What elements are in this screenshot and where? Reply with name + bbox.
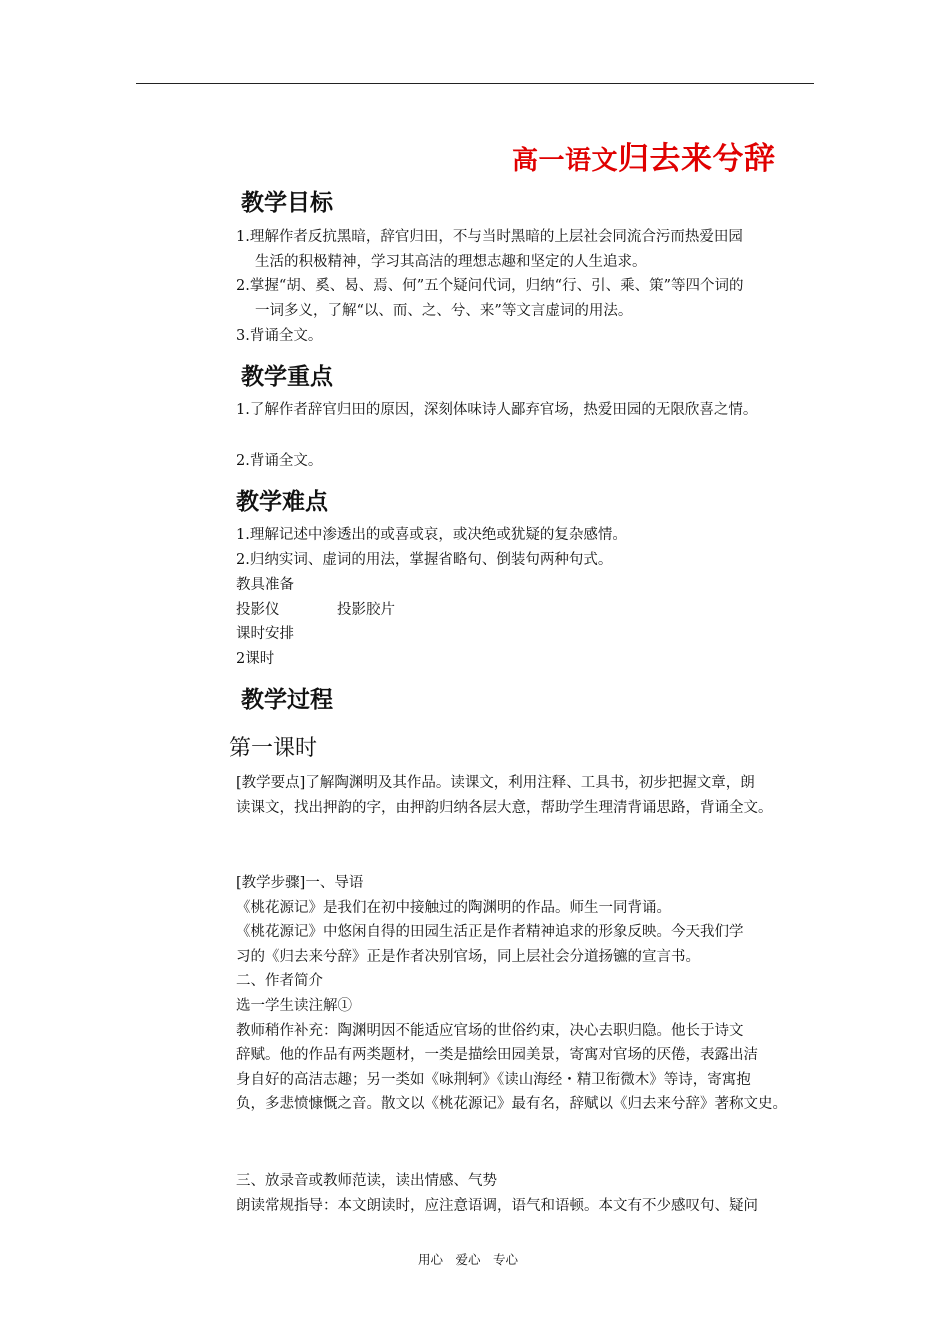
header-rule: [136, 83, 814, 84]
title-main: 归去来兮辞: [618, 141, 776, 177]
goal-line: 2.掌握“胡、奚、曷、焉、何”五个疑问代词，归纳“行、引、乘、策”等四个词的: [236, 278, 744, 294]
step-line: 教师稍作补充：陶渊明因不能适应官场的世俗约束，决心去职归隐。他长于诗文: [236, 1022, 744, 1039]
reading-block: [236, 1169, 758, 1218]
document-title: [512, 133, 776, 178]
process-heading: 教学过程: [241, 686, 333, 713]
reading-line: 朗读常规指导：本文朗读时，应注意语调，语气和语顿。本文有不少感叹句、疑问: [236, 1197, 758, 1214]
tool-film: 投影胶片: [337, 602, 395, 618]
step-line: 身自好的高洁志趣；另一类如《咏荆轲》《读山海经・精卫衔微木》等诗，寄寓抱: [236, 1071, 751, 1088]
difficult-heading: 教学难点: [236, 488, 328, 515]
step-line: [教学步骤]一、导语: [236, 875, 364, 891]
steps-block: [236, 871, 787, 1117]
goal-line: 生活的积极精神，学习其高洁的理想志趣和坚定的人生追求。: [255, 254, 647, 270]
goal-line: 1.理解作者反抗黑暗，辞官归田，不与当时黑暗的上层社会同流合污而热爱田园: [236, 229, 743, 245]
essentials-line: [教学要点]了解陶渊明及其作品。读课文，利用注释、工具书，初步把握文章，朗: [236, 775, 755, 791]
schedule-label: 课时安排: [236, 626, 294, 642]
step-line: 选一学生读注解①: [236, 997, 352, 1014]
goals-heading: 教学目标: [241, 189, 333, 216]
key-line: 2.背诵全文。: [236, 453, 323, 469]
step-line: 《桃花源记》中悠闲自得的田园生活正是作者精神追求的形象反映。今天我们学: [236, 924, 744, 941]
step-line: 习的《归去来兮辞》正是作者决别官场，同上层社会分道扬镳的宣言书。: [236, 948, 700, 965]
step-line: 二、作者简介: [236, 973, 323, 990]
tools-label: 教具准备: [236, 577, 294, 593]
essentials-line: 读课文，找出押韵的字，由押韵归纳各层大意，帮助学生理清背诵思路，背诵全文。: [236, 799, 773, 816]
key-heading: 教学重点: [241, 363, 333, 390]
schedule-value: 2课时: [236, 651, 275, 667]
step-line: 负，多悲愤慷慨之音。散文以《桃花源记》最有名，辞赋以《归去来兮辞》著称文史。: [236, 1096, 787, 1113]
page-footer: 用心 爱心 专心: [418, 1252, 519, 1267]
goal-line: 一词多义，了解“以、而、之、兮、来”等文言虚词的用法。: [255, 303, 633, 319]
difficult-line: 1.理解记述中渗透出的或喜或哀，或决绝或犹疑的复杂感情。: [236, 527, 627, 543]
key-line: 1.了解作者辞官归田的原因，深刻体味诗人鄙弃官场，热爱田园的无限欣喜之情。: [236, 402, 758, 418]
difficult-line: 2.归纳实词、虚词的用法，掌握省略句、倒装句两种句式。: [236, 552, 613, 568]
lesson-heading: 第一课时: [229, 736, 318, 761]
goal-line: 3.背诵全文。: [236, 328, 323, 344]
title-prefix: 高一语文: [512, 146, 619, 176]
essentials-block: [236, 771, 773, 820]
tool-projector: 投影仪: [236, 602, 280, 618]
step-line: 辞赋。他的作品有两类题材，一类是描绘田园美景，寄寓对官场的厌倦，表露出洁: [236, 1047, 758, 1064]
reading-line: 三、放录音或教师范读，读出情感、气势: [236, 1173, 497, 1189]
step-line: 《桃花源记》是我们在初中接触过的陶渊明的作品。师生一同背诵。: [236, 899, 671, 916]
